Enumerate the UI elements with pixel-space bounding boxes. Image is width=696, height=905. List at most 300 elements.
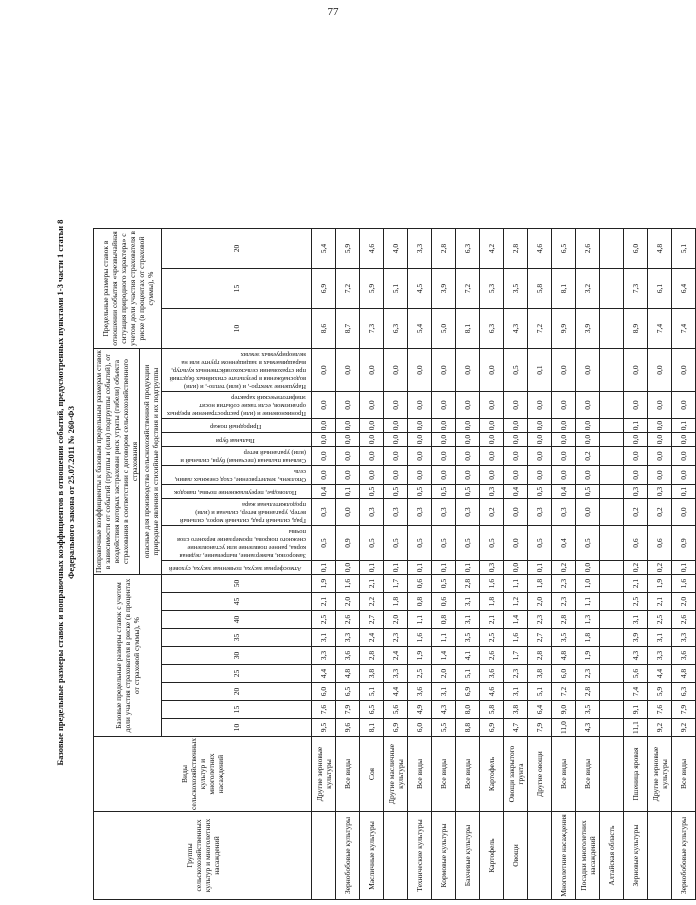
cell-base: 4,8 — [552, 647, 576, 665]
cell-base: 5,6 — [624, 665, 648, 683]
cell-coef: 0,0 — [384, 466, 408, 485]
cell-base: 0,6 — [408, 575, 432, 593]
cell-coef: 0,0 — [432, 349, 456, 392]
cell-base: 3,1 — [312, 629, 336, 647]
cell-coef: 0,0 — [648, 349, 672, 392]
cell-coef: 0,0 — [552, 349, 576, 392]
cell-base: 2,0 — [528, 593, 552, 611]
header-coef-col — [162, 485, 312, 499]
cell-coef: 0,3 — [480, 561, 504, 575]
header-kind-col: Виды сельскохозяйственных культур и многолетних насаждений — [94, 737, 312, 812]
row-group: Картофель — [480, 812, 504, 900]
row-group: Зернобобовые культуры — [336, 812, 360, 900]
cell-max: 6,0 — [624, 229, 648, 269]
cell-max: 7,3 — [360, 309, 384, 349]
cell-coef: 0,0 — [480, 433, 504, 447]
header-coef-col — [162, 447, 312, 466]
cell-coef: 0,0 — [672, 447, 696, 466]
cell-base: 1,4 — [432, 647, 456, 665]
cell-coef: 0,0 — [456, 466, 480, 485]
cell-base: 2,3 — [576, 665, 600, 683]
cell-base: 5,9 — [648, 683, 672, 701]
cell-coef: 0,0 — [576, 466, 600, 485]
header-percent: 50 — [162, 575, 312, 593]
cell-base: 1,2 — [504, 593, 528, 611]
row-kind: Все виды — [336, 737, 360, 812]
cell-base: 0,5 — [432, 575, 456, 593]
cell-coef: 0,0 — [336, 433, 360, 447]
cell-base: 6,9 — [456, 683, 480, 701]
table-row — [672, 229, 696, 900]
cell-base: 2,1 — [624, 575, 648, 593]
row-kind: Другие масличные культуры — [384, 737, 408, 812]
cell-coef: 0,5 — [384, 485, 408, 499]
cell-max: 2,8 — [432, 229, 456, 269]
cell-base: 2,3 — [552, 593, 576, 611]
cell-coef: 0,3 — [456, 499, 480, 526]
cell-coef: 0,0 — [576, 392, 600, 419]
row-kind: Все виды — [456, 737, 480, 812]
row-group: Технические культуры — [408, 812, 432, 900]
header-coef-col-label: Град, сильный град, сильный мороз, сильный ветер, ураганный ветер, сильная и (или) продолжительная жара — [179, 501, 306, 525]
cell-coef: 0,0 — [648, 392, 672, 419]
cell-coef: 0,0 — [480, 419, 504, 433]
header-coef-col — [162, 526, 312, 561]
cell-coef: 0,0 — [672, 392, 696, 419]
cell-base: 4,8 — [672, 665, 696, 683]
table-title — [55, 85, 91, 900]
cell-base — [600, 629, 624, 647]
cell-coef: 0,0 — [360, 433, 384, 447]
cell-coef: 0,5 — [504, 349, 528, 392]
header-coef-col — [162, 419, 312, 433]
rotated-table-wrapper — [55, 85, 688, 900]
cell-base: 9,2 — [672, 719, 696, 737]
cell-base: 7,9 — [336, 701, 360, 719]
row-kind — [600, 737, 624, 812]
cell-base: 2,6 — [480, 647, 504, 665]
cell-base: 2,0 — [384, 611, 408, 629]
cell-base: 1,4 — [504, 611, 528, 629]
cell-base: 3,6 — [408, 683, 432, 701]
cell-base: 7,6 — [648, 701, 672, 719]
row-group: Овощи — [504, 812, 528, 900]
cell-base: 9,0 — [552, 701, 576, 719]
cell-coef: 0,0 — [432, 447, 456, 466]
cell-coef: 0,0 — [528, 392, 552, 419]
cell-coef: 0,0 — [456, 392, 480, 419]
cell-base: 3,1 — [456, 611, 480, 629]
header-coef-col — [162, 466, 312, 485]
cell-coef: 0,0 — [504, 466, 528, 485]
cell-coef: 0,0 — [432, 466, 456, 485]
cell-coef: 0,1 — [528, 561, 552, 575]
row-kind: Овощи закрытого грунта — [504, 737, 528, 812]
row-kind: Все виды — [672, 737, 696, 812]
cell-base: 8,0 — [456, 701, 480, 719]
cell-coef: 0,5 — [456, 485, 480, 499]
cell-coef: 0,0 — [552, 466, 576, 485]
cell-base: 3,1 — [456, 593, 480, 611]
cell-coef: 0,3 — [648, 485, 672, 499]
cell-coef: 0,0 — [552, 392, 576, 419]
cell-base: 1,8 — [576, 629, 600, 647]
cell-coef: 0,0 — [384, 433, 408, 447]
cell-coef: 0,1 — [624, 419, 648, 433]
cell-max: 7,3 — [624, 269, 648, 309]
cell-base: 2,3 — [504, 665, 528, 683]
cell-base: 1,6 — [408, 629, 432, 647]
cell-coef: 0,0 — [480, 466, 504, 485]
cell-base: 9,1 — [624, 701, 648, 719]
cell-base: 2,2 — [360, 593, 384, 611]
cell-coef: 0,0 — [312, 419, 336, 433]
cell-base: 2,4 — [360, 629, 384, 647]
cell-coef: 0,0 — [408, 466, 432, 485]
cell-coef: 0,0 — [648, 433, 672, 447]
cell-max: 9,9 — [552, 309, 576, 349]
cell-coef: 0,0 — [408, 447, 432, 466]
cell-base: 3,6 — [336, 647, 360, 665]
cell-max: 4,5 — [408, 269, 432, 309]
row-kind: Картофель — [480, 737, 504, 812]
cell-base: 6,9 — [384, 719, 408, 737]
cell-coef: 0,5 — [576, 526, 600, 561]
cell-max: 8,1 — [456, 309, 480, 349]
cell-coef: 0,5 — [480, 526, 504, 561]
table-row — [528, 229, 552, 900]
cell-base: 4,4 — [648, 665, 672, 683]
cell-coef: 0,0 — [504, 392, 528, 419]
cell-base: 6,9 — [480, 719, 504, 737]
cell-coef: 0,0 — [624, 433, 648, 447]
cell-base: 6,0 — [552, 665, 576, 683]
cell-max: 5,4 — [408, 309, 432, 349]
cell-coef: 0,4 — [504, 485, 528, 499]
cell-coef: 0,5 — [576, 485, 600, 499]
cell-base: 7,4 — [624, 683, 648, 701]
cell-max: 6,5 — [552, 229, 576, 269]
cell-base: 3,1 — [504, 683, 528, 701]
cell-coef: 0,0 — [360, 392, 384, 419]
header-percent: 30 — [162, 647, 312, 665]
cell-max: 5,9 — [336, 229, 360, 269]
cell-base — [600, 665, 624, 683]
cell-base: 2,5 — [480, 629, 504, 647]
table-row — [456, 229, 480, 900]
header-coef-group: Поправочные коэффициенты к базовым предельным размерам ставок в зависимости от событий (группы и (или) подгруппы событий), от воздействия которых застрахован риск утраты (гибели) объекта страхования в соответствии с договором сельскохозяйственного страхования — [94, 350, 139, 574]
cell-base: 9,5 — [312, 719, 336, 737]
cell-coef: 0,5 — [408, 485, 432, 499]
row-kind: Все виды — [432, 737, 456, 812]
table-row — [432, 229, 456, 900]
cell-coef: 0,0 — [648, 419, 672, 433]
cell-coef: 0,4 — [312, 485, 336, 499]
cell-coef: 0,6 — [648, 526, 672, 561]
cell-max: 3,3 — [408, 229, 432, 269]
cell-base: 1,0 — [576, 575, 600, 593]
cell-base: 2,8 — [552, 611, 576, 629]
cell-coef: 0,3 — [552, 499, 576, 526]
cell-max: 7,2 — [528, 309, 552, 349]
table-title-line1: Базовые предельные размеры ставок и поправочных коэффициентов в отношении событий, предусмотренных пунктами 1-3 части 1 статьи 8 — [55, 219, 65, 766]
header-coef-col-label: Проникновение и (или) распространение вредных организмов, если такие события носят эпифитотический характер — [166, 394, 306, 418]
cell-coef: 0,2 — [648, 499, 672, 526]
cell-base: 1,9 — [648, 575, 672, 593]
row-kind: Другие овощи — [528, 737, 552, 812]
cell-base: 1,6 — [504, 629, 528, 647]
cell-coef: 0,6 — [624, 526, 648, 561]
cell-coef: 0,0 — [336, 349, 360, 392]
cell-base: 5,1 — [456, 665, 480, 683]
cell-coef: 0,0 — [456, 419, 480, 433]
cell-base: 3,3 — [384, 665, 408, 683]
table-row — [576, 229, 600, 900]
header-coef-col-label: Оползень, землетрясение, сход снежных лавин, сель — [173, 468, 306, 484]
rates-table — [93, 228, 696, 900]
cell-base: 1,1 — [432, 629, 456, 647]
cell-coef — [600, 349, 624, 392]
cell-max: 5,1 — [672, 229, 696, 269]
cell-coef — [600, 447, 624, 466]
cell-coef: 0,0 — [648, 447, 672, 466]
header-percent: 10 — [162, 719, 312, 737]
row-group — [384, 812, 408, 900]
cell-coef: 0,0 — [672, 433, 696, 447]
cell-coef: 0,0 — [336, 419, 360, 433]
cell-base: 5,1 — [528, 683, 552, 701]
row-kind: Все виды — [552, 737, 576, 812]
cell-coef: 0,0 — [312, 466, 336, 485]
cell-max: 8,7 — [336, 309, 360, 349]
cell-base: 3,1 — [624, 611, 648, 629]
cell-max: 8,1 — [552, 269, 576, 309]
cell-coef — [600, 419, 624, 433]
cell-max: 6,3 — [480, 309, 504, 349]
cell-coef: 0,3 — [432, 499, 456, 526]
cell-coef: 0,0 — [312, 433, 336, 447]
header-max-percent: 20 — [162, 229, 312, 269]
cell-coef: 0,0 — [456, 349, 480, 392]
cell-coef: 0,1 — [672, 561, 696, 575]
cell-coef: 0,5 — [456, 526, 480, 561]
cell-coef: 0,5 — [360, 485, 384, 499]
cell-base — [600, 683, 624, 701]
cell-coef: 0,0 — [480, 349, 504, 392]
header-coef-col — [162, 561, 312, 575]
table-row — [312, 229, 336, 900]
table-row — [504, 229, 528, 900]
cell-base: 5,6 — [384, 701, 408, 719]
cell-max: 6,9 — [312, 269, 336, 309]
cell-max: 3,5 — [504, 269, 528, 309]
row-group: Зернобобовые культуры — [672, 812, 696, 900]
table-row — [360, 229, 384, 900]
cell-base: 3,8 — [528, 665, 552, 683]
cell-coef: 0,0 — [336, 499, 360, 526]
cell-coef: 0,0 — [552, 433, 576, 447]
cell-coef: 0,0 — [528, 447, 552, 466]
cell-coef: 0,0 — [576, 499, 600, 526]
cell-coef: 0,0 — [456, 433, 480, 447]
cell-coef: 0,1 — [672, 485, 696, 499]
row-group: Зерновые культуры — [624, 812, 648, 900]
cell-coef: 0,0 — [312, 349, 336, 392]
cell-base: 6,5 — [360, 701, 384, 719]
cell-max: 5,4 — [312, 229, 336, 269]
cell-base: 4,3 — [624, 647, 648, 665]
cell-base: 8,8 — [456, 719, 480, 737]
header-coef-col — [162, 499, 312, 526]
cell-coef: 0,0 — [360, 349, 384, 392]
row-group: Алтайская область — [600, 812, 624, 900]
cell-base: 2,6 — [336, 611, 360, 629]
cell-base: 2,5 — [408, 665, 432, 683]
cell-max: 5,0 — [432, 309, 456, 349]
header-percent: 45 — [162, 593, 312, 611]
cell-coef: 0,0 — [504, 419, 528, 433]
cell-base: 4,4 — [312, 665, 336, 683]
cell-max: 6,3 — [384, 309, 408, 349]
cell-max: 4,6 — [360, 229, 384, 269]
cell-max: 7,2 — [336, 269, 360, 309]
row-group: Посадки многолетних насаждений — [576, 812, 600, 900]
cell-max: 6,4 — [672, 269, 696, 309]
cell-coef: 0,0 — [384, 447, 408, 466]
cell-max — [600, 229, 624, 269]
cell-base: 2,8 — [576, 683, 600, 701]
cell-base: 3,5 — [552, 629, 576, 647]
cell-coef: 0,0 — [576, 433, 600, 447]
cell-coef: 0,0 — [528, 419, 552, 433]
cell-coef: 0,3 — [528, 499, 552, 526]
cell-base: 4,9 — [408, 701, 432, 719]
row-kind: Другие зерновые культуры — [648, 737, 672, 812]
header-max-percent: 15 — [162, 269, 312, 309]
row-group — [528, 812, 552, 900]
cell-coef: 0,9 — [672, 526, 696, 561]
cell-base: 2,7 — [360, 611, 384, 629]
cell-coef: 0,0 — [336, 466, 360, 485]
cell-coef: 0,0 — [648, 466, 672, 485]
cell-coef: 0,0 — [624, 447, 648, 466]
cell-base: 2,8 — [456, 575, 480, 593]
cell-base: 2,0 — [336, 593, 360, 611]
cell-coef: 0,1 — [672, 419, 696, 433]
cell-base — [600, 719, 624, 737]
cell-base — [600, 701, 624, 719]
cell-coef: 0,0 — [504, 447, 528, 466]
cell-max: 8,9 — [624, 309, 648, 349]
cell-base: 4,1 — [456, 647, 480, 665]
cell-coef: 0,0 — [408, 349, 432, 392]
cell-base: 1,6 — [336, 575, 360, 593]
cell-coef: 0,1 — [432, 561, 456, 575]
row-kind: Все виды — [408, 737, 432, 812]
cell-max: 6,1 — [648, 269, 672, 309]
cell-base: 4,3 — [576, 719, 600, 737]
cell-base: 1,6 — [672, 575, 696, 593]
row-group: Многолетние насаждения — [552, 812, 576, 900]
cell-base: 7,9 — [672, 701, 696, 719]
cell-coef: 0,0 — [576, 419, 600, 433]
cell-base: 2,8 — [360, 647, 384, 665]
cell-coef: 0,5 — [432, 485, 456, 499]
cell-base: 9,2 — [648, 719, 672, 737]
cell-coef: 0,5 — [384, 526, 408, 561]
cell-coef: 0,0 — [408, 392, 432, 419]
cell-base: 6,0 — [312, 683, 336, 701]
row-kind: Соя — [360, 737, 384, 812]
header-percent: 20 — [162, 683, 312, 701]
cell-coef — [600, 433, 624, 447]
cell-base: 11,1 — [624, 719, 648, 737]
cell-coef: 0,5 — [432, 526, 456, 561]
cell-coef: 0,0 — [672, 466, 696, 485]
cell-base: 3,6 — [672, 647, 696, 665]
cell-base: 2,8 — [528, 647, 552, 665]
header-coef-col-label: Природный пожар — [209, 422, 262, 430]
cell-coef: 0,0 — [528, 433, 552, 447]
row-group — [648, 812, 672, 900]
cell-coef: 0,0 — [624, 466, 648, 485]
cell-base: 11,0 — [552, 719, 576, 737]
cell-base: 3,3 — [648, 647, 672, 665]
row-group: Кормовые культуры — [432, 812, 456, 900]
cell-coef: 0,0 — [336, 392, 360, 419]
cell-coef: 0,3 — [480, 485, 504, 499]
row-kind: Все виды — [576, 737, 600, 812]
cell-coef: 0,0 — [432, 433, 456, 447]
cell-coef — [600, 499, 624, 526]
cell-coef: 0,2 — [624, 499, 648, 526]
cell-coef: 0,0 — [312, 392, 336, 419]
cell-max: 4,3 — [504, 309, 528, 349]
cell-coef: 0,0 — [456, 447, 480, 466]
cell-base: 1,7 — [504, 647, 528, 665]
cell-base: 2,7 — [528, 629, 552, 647]
header-percent: 15 — [162, 701, 312, 719]
cell-max: 5,8 — [528, 269, 552, 309]
cell-max: 5,3 — [480, 269, 504, 309]
cell-coef: 0,0 — [528, 466, 552, 485]
cell-coef: 0,1 — [384, 561, 408, 575]
cell-base: 5,8 — [480, 701, 504, 719]
cell-max: 3,2 — [576, 269, 600, 309]
cell-base: 6,5 — [336, 683, 360, 701]
cell-base: 2,3 — [384, 629, 408, 647]
cell-base: 0,8 — [432, 611, 456, 629]
cell-coef: 0,4 — [552, 485, 576, 499]
table-row — [480, 229, 504, 900]
cell-base: 2,1 — [480, 611, 504, 629]
table-row — [384, 229, 408, 900]
cell-base: 2,6 — [672, 611, 696, 629]
cell-base: 3,8 — [360, 665, 384, 683]
table-title-line2: Федерального закона от 25.07.2011 № 260-ФЗ — [66, 406, 76, 579]
cell-base: 6,4 — [528, 701, 552, 719]
cell-max: 8,6 — [312, 309, 336, 349]
cell-base: 3,8 — [504, 701, 528, 719]
cell-coef: 0,0 — [576, 349, 600, 392]
header-coef-col — [162, 349, 312, 392]
cell-coef: 0,0 — [672, 349, 696, 392]
row-kind: Другие зерновые культуры — [312, 737, 336, 812]
cell-base: 6,0 — [408, 719, 432, 737]
cell-base: 2,3 — [552, 575, 576, 593]
cell-max: 4,0 — [384, 229, 408, 269]
cell-coef: 0,0 — [360, 466, 384, 485]
